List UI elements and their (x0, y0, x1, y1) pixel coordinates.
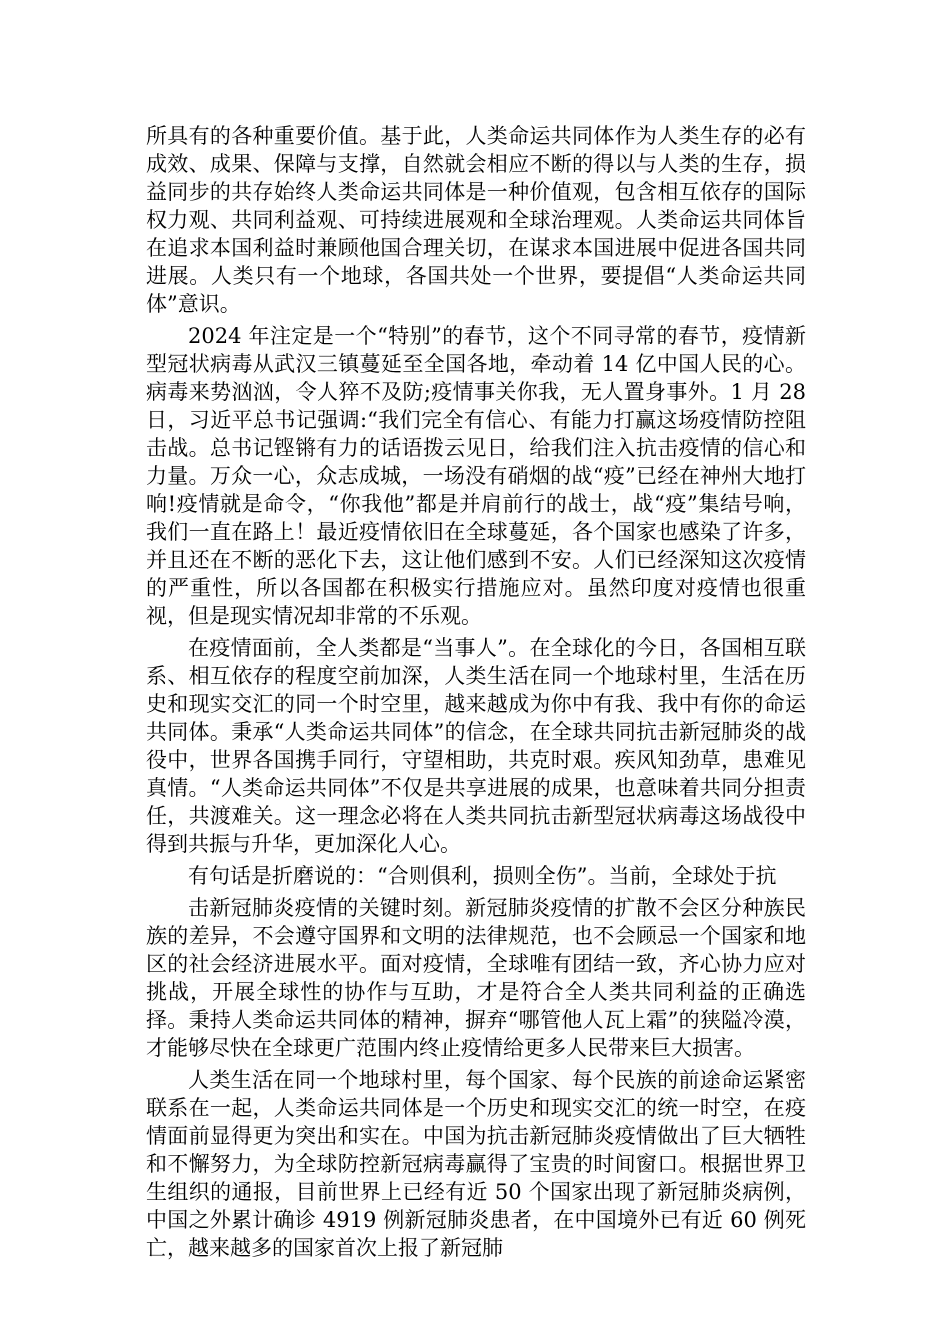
document-page (146, 122, 806, 1266)
paragraph-2: 2024 年注定是一个“特别”的春节，这个不同寻常的春节，疫情新型冠状病毒从武汉三镇蔓延至全国各地，牵动着 14 亿中国人民的心。病毒来势汹汹，令人猝不及防;疫情事关你我，无人置身事外。1 月 28 日，习近平总书记强调:“我们完全有信心、有能力打赢这场疫情防控阻击战。总书记铿锵有力的话语拨云见日，给我们注入抗击疫情的信心和力量。万众一心，众志成城，一场没有硝烟的战“疫”已经在神州大地打响!疫情就是命令，“你我他”都是并肩前行的战士，战“疫”集结号响，我们一直在路上！最近疫情依旧在全球蔓延，各个国家也感染了许多，并且还在不断的恶化下去，这让他们感到不安。人们已经深知这次疫情的严重性，所以各国都在积极实行措施应对。虽然印度对疫情也很重视，但是现实情况却非常的不乐观。 (146, 324, 806, 628)
paragraph-5: 击新冠肺炎疫情的关键时刻。新冠肺炎疫情的扩散不会区分种族民族的差异，不会遵守国界和文明的法律规范，也不会顾忌一个国家和地区的社会经济进展水平。面对疫情，全球唯有团结一致，齐心协力应对挑战，开展全球性的协作与互助，才是符合全人类共同利益的正确选择。秉持人类命运共同体的精神，摒弃“哪管他人瓦上霜”的狭隘冷漠，才能够尽快在全球更广范围内终止疫情给更多人民带来巨大损害。 (146, 896, 806, 1060)
paragraph-4: 有句话是折磨说的：“合则俱利，损则全伤”。当前，全球处于抗 (188, 864, 777, 888)
paragraph-3: 在疫情面前，全人类都是“当事人”。在全球化的今日，各国相互联系、相互依存的程度空前加深，人类生活在同一个地球村里，生活在历史和现实交汇的同一个时空里，越来越成为你中有我、我中有你的命运共同体。秉承“人类命运共同体”的信念，在全球共同抗击新冠肺炎的战役中，世界各国携手同行，守望相助，共克时艰。疾风知劲草，患难见真情。“人类命运共同体”不仅是共享进展的成果，也意味着共同分担责任，共渡难关。这一理念必将在人类共同抗击新型冠状病毒这场战役中得到共振与升华，更加深化人心。 (146, 636, 806, 856)
paragraph-1: 所具有的各种重要价值。基于此，人类命运共同体作为人类生存的必有成效、成果、保障与支撑，自然就会相应不断的得以与人类的生存，损益同步的共存始终人类命运共同体是一种价值观，包含相互依存的国际权力观、共同利益观、可持续进展观和全球治理观。人类命运共同体旨在追求本国利益时兼顾他国合理关切，在谋求本国进展中促进各国共同进展。人类只有一个地球，各国共处一个世界，要提倡“人类命运共同体”意识。 (146, 124, 806, 316)
paragraph-6: 人类生活在同一个地球村里，每个国家、每个民族的前途命运紧密联系在一起，人类命运共同体是一个历史和现实交汇的统一时空，在疫情面前显得更为突出和实在。中国为抗击新冠肺炎疫情做出了巨大牺牲和不懈努力，为全球防控新冠病毒赢得了宝贵的时间窗口。根据世界卫生组织的通报，目前世界上已经有近 50 个国家出现了新冠肺炎病例，中国之外累计确诊 4919 例新冠肺炎患者，在中国境外已有近 60 例死亡，越来越多的国家首次上报了新冠肺 (146, 1068, 806, 1260)
